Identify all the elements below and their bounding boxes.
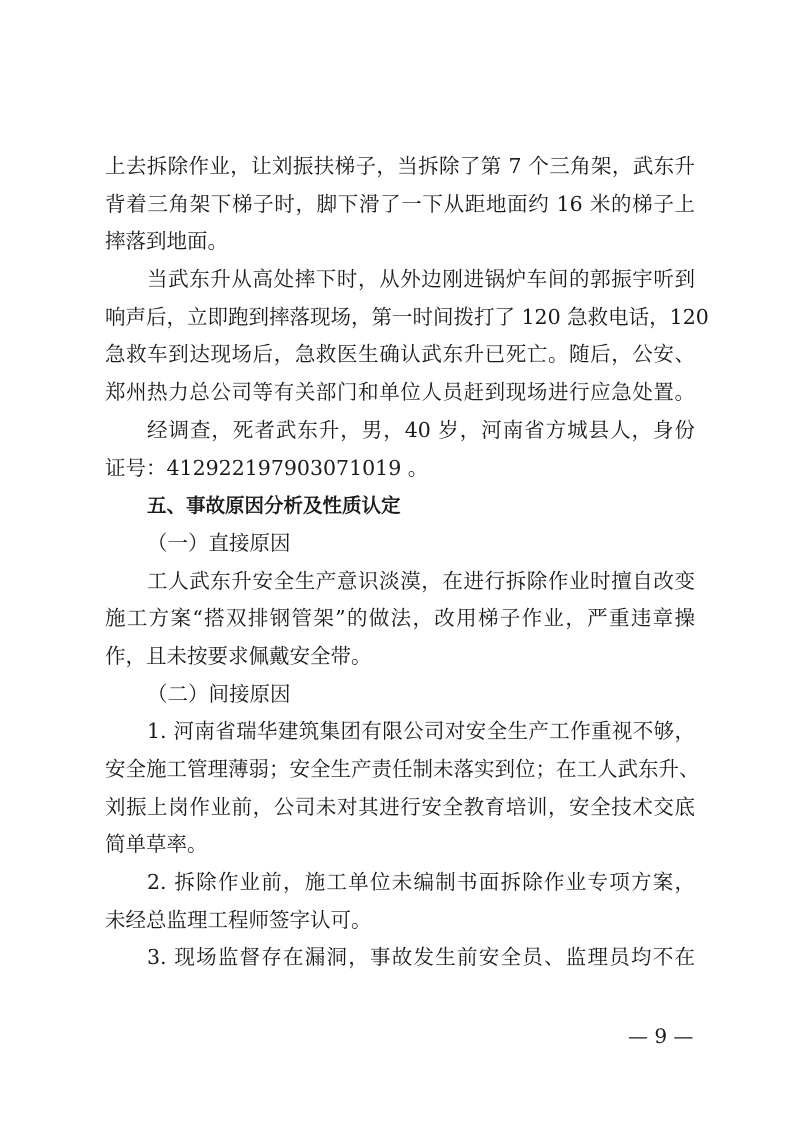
paragraph-line: 施工方案“搭双排钢管架”的做法，改用梯子作业，严重违章操 — [105, 606, 695, 631]
subsection-heading: （一）直接原因 — [147, 530, 291, 555]
paragraph-line: 简单草率。 — [105, 832, 208, 857]
paragraph-line: 摔落到地面。 — [105, 229, 228, 254]
section-heading: 五、事故原因分析及性质认定 — [147, 494, 401, 518]
paragraph-line: 经调查，死者武东升，男，40 岁，河南省方城县人，身份 — [147, 417, 695, 442]
subsection-heading: （二）间接原因 — [147, 681, 291, 706]
paragraph-line: 作，且未按要求佩戴安全带。 — [105, 643, 372, 668]
paragraph-line: 背着三角架下梯子时，脚下滑了一下从距地面约 16 米的梯子上 — [105, 191, 695, 216]
page-number: — 9 — — [628, 1024, 694, 1048]
paragraph-line: 急救车到达现场后，急救医生确认武东升已死亡。随后，公安、 — [105, 342, 695, 367]
paragraph-line: 3. 现场监督存在漏洞，事故发生前安全员、监理员均不在 — [147, 945, 695, 970]
paragraph-line: 郑州热力总公司等有关部门和单位人员赶到现场进行应急处置。 — [105, 380, 695, 405]
paragraph-line: 2. 拆除作业前，施工单位未编制书面拆除作业专项方案， — [147, 870, 695, 895]
document-body — [105, 148, 709, 977]
paragraph-line: 安全施工管理薄弱；安全生产责任制未落实到位；在工人武东升、 — [105, 757, 700, 781]
paragraph-line: 1. 河南省瑞华建筑集团有限公司对安全生产工作重视不够， — [147, 719, 695, 744]
paragraph-line: 响声后，立即跑到摔落现场，第一时间拨打了 120 急救电话，120 — [105, 304, 709, 329]
paragraph-line: 工人武东升安全生产意识淡漠，在进行拆除作业时擅自改变 — [147, 568, 695, 593]
paragraph-line: 未经总监理工程师签字认可。 — [105, 907, 372, 932]
paragraph-line: 证号：412922197903071019 。 — [105, 455, 429, 480]
paragraph-line: 当武东升从高处摔下时，从外边刚进锅炉车间的郭振宇听到 — [147, 267, 695, 292]
paragraph-line: 上去拆除作业，让刘振扶梯子，当拆除了第 7 个三角架，武东升 — [105, 154, 695, 178]
paragraph-line: 刘振上岗作业前，公司未对其进行安全教育培训，安全技术交底 — [105, 794, 695, 819]
